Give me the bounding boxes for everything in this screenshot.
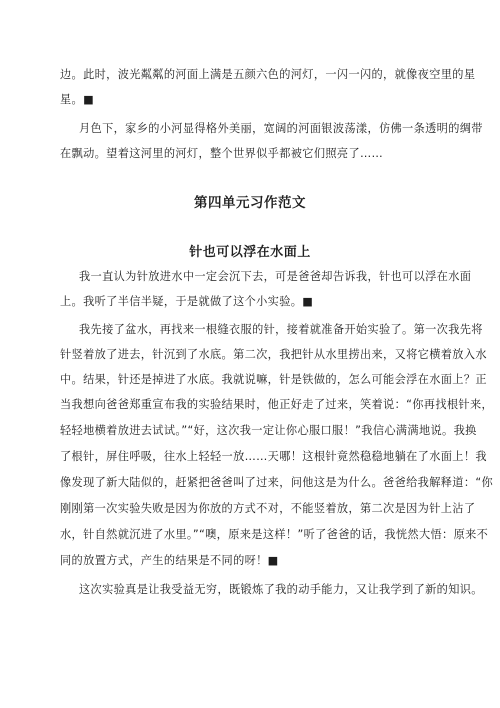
- essay-line-3: 我先接了盆水，再找来一根缝衣服的针，接着就准备开始实验了。第一次我先将: [79, 323, 483, 336]
- intro-line-4: 在飘动。望着这河里的河灯，整个世界似乎都被它们照亮了……: [60, 147, 384, 160]
- essay-line-4: 针竖着放了进去，针沉到了水底。第二次，我把针从水里捞出来，又将它横着放入水: [60, 348, 487, 361]
- intro-line-1: 边。此时，波光粼粼的河面上满是五颜六色的河灯，一闪一闪的，就像夜空里的星: [60, 68, 476, 81]
- essay-line-7: 轻轻地横着放进去试试。”“好，这次我一定让你心服口服！”我信心满满地说。我换: [60, 424, 477, 437]
- essay-title: 针也可以浮在水面上: [189, 245, 311, 260]
- essay-line-13: 这次实验真是让我受益无穷，既锻炼了我的动手能力，又让我学到了新的知识。: [79, 583, 483, 596]
- unit-title: 第四单元习作范文: [194, 195, 306, 211]
- essay-line-2: 上。我听了半信半疑，于是就做了这个小实验。■: [60, 295, 314, 308]
- essay-line-1: 我一直认为针放进水中一定会沉下去，可是爸爸却告诉我，针也可以浮在水面: [79, 270, 472, 283]
- intro-line-2: 星。■: [60, 93, 94, 106]
- essay-line-5: 中。结果，针还是掉进了水底。我就说嘛，针是铁做的，怎么可能会浮在水面上？正: [60, 373, 487, 386]
- essay-line-10: 刚刚第一次实验失败是因为你放的方式不对，不能竖着放，第二次是因为针上沾了: [60, 502, 476, 515]
- intro-line-3: 月色下，家乡的小河显得格外美丽，宽阔的河面银波荡漾，仿佛一条透明的绸带: [79, 122, 483, 135]
- essay-line-9: 像发现了新大陆似的，赶紧把爸爸叫了过来，问他这是为什么。爸爸给我解释道：“你: [60, 476, 494, 489]
- essay-line-6: 当我想向爸爸郑重宣布我的实验结果时，他正好走了过来，笑着说：“你再找根针来，: [60, 398, 494, 411]
- essay-line-8: 了根针，屏住呼吸，往水上轻轻一放……天哪！这根针竟然稳稳地躺在了水面上！我: [60, 450, 487, 463]
- essay-line-12: 同的放置方式，产生的结果是不同的呀！■: [60, 554, 279, 567]
- essay-line-11: 水，针自然就沉进了水里。”“噢，原来是这样！”听了爸爸的话，我恍然大悟：原来不: [60, 528, 489, 541]
